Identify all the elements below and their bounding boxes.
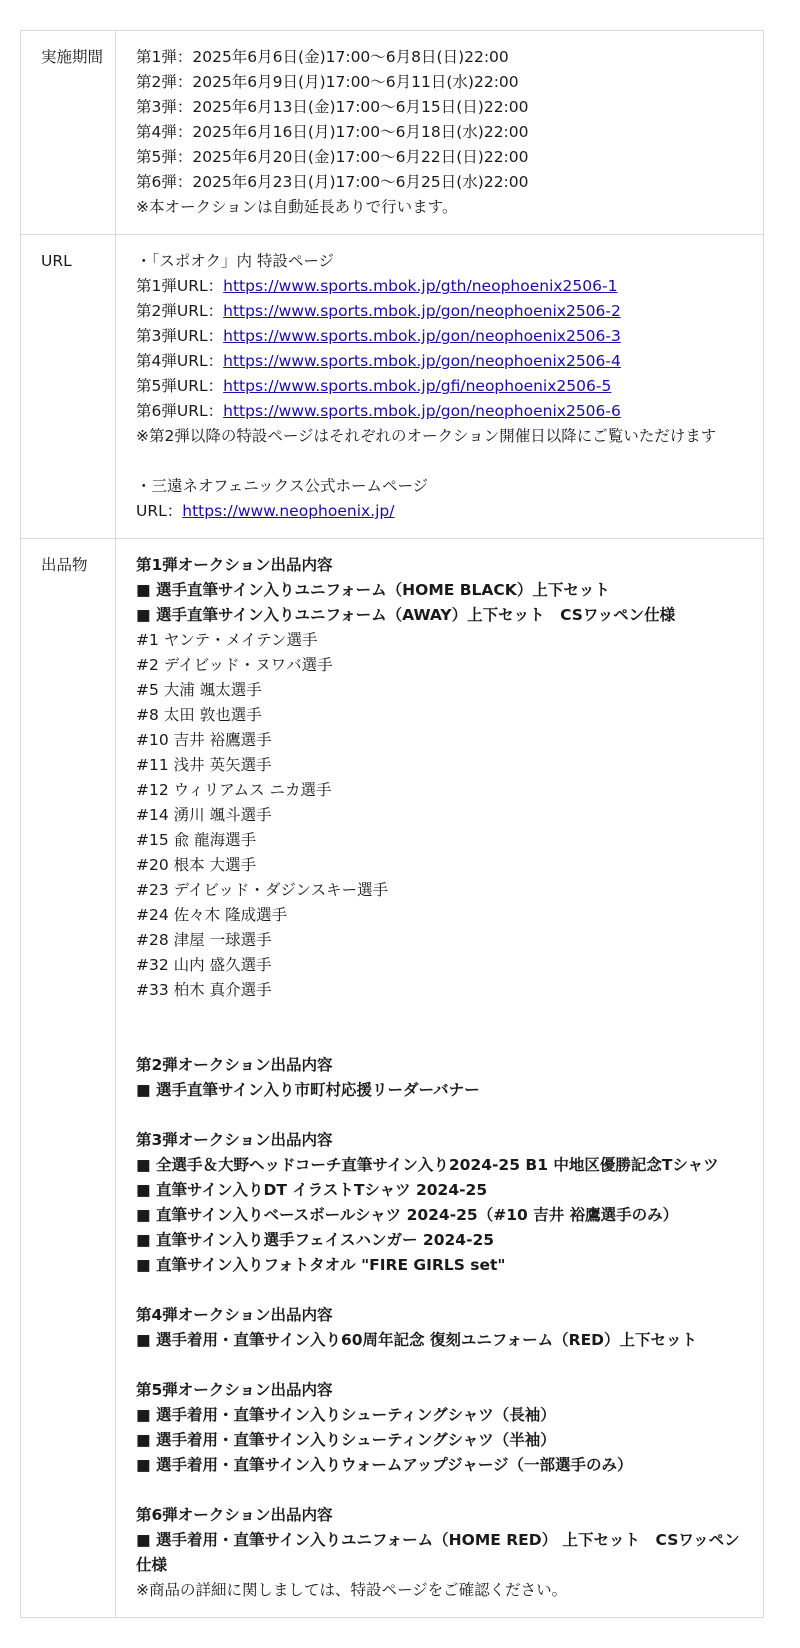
round1-item: ■ 選手直筆サイン入りユニフォーム（HOME BLACK）上下セット (136, 581, 610, 599)
url-label: URL (21, 235, 116, 539)
url-line-4 (136, 349, 755, 374)
info-table (20, 30, 764, 1618)
period-label: 実施期間 (21, 31, 116, 235)
url-prefix: 第3弾URL： (136, 327, 224, 345)
player-entry: #12 ウィリアムス ニカ選手 (136, 781, 332, 799)
player-entry: #14 湧川 颯斗選手 (136, 806, 272, 824)
official-url-line (136, 499, 755, 524)
spacer (136, 449, 755, 474)
items-content (116, 539, 764, 1618)
player-entry: #8 太田 敦也選手 (136, 706, 262, 724)
player-entry: #11 浅井 英矢選手 (136, 756, 272, 774)
period-line: 第1弾：2025年6月6日(金)17:00～6月8日(日)22:00 (136, 48, 509, 66)
player-entry: #33 柏木 真介選手 (136, 981, 272, 999)
round3-item: ■ 直筆サイン入り選手フェイスハンガー 2024-25 (136, 1231, 495, 1249)
round4-item: ■ 選手着用・直筆サイン入り60周年記念 復刻ユニフォーム（RED）上下セット (136, 1331, 698, 1349)
round1-heading: 第1弾オークション出品内容 (136, 556, 333, 574)
period-line: 第3弾：2025年6月13日(金)17:00～6月15日(日)22:00 (136, 98, 529, 116)
round5-item: ■ 選手着用・直筆サイン入りシューティングシャツ（長袖） (136, 1406, 556, 1424)
special-page-intro: ・「スポオク」内 特設ページ (136, 252, 335, 270)
round3-item: ■ 直筆サイン入りDT イラストTシャツ 2024-25 (136, 1181, 488, 1199)
spacer (136, 1103, 755, 1128)
auction-link-4[interactable]: https://www.sports.mbok.jp/gon/neophoenix2506-4 (223, 352, 621, 370)
period-row (21, 31, 764, 235)
player-entry: #32 山内 盛久選手 (136, 956, 272, 974)
round1-item: ■ 選手直筆サイン入りユニフォーム（AWAY）上下セット CSワッペン仕様 (136, 606, 676, 624)
items-label: 出品物 (21, 539, 116, 1618)
url-content (116, 235, 764, 539)
url-note: ※第2弾以降の特設ページはそれぞれのオークション開催日以降にご覧いただけます (136, 427, 717, 445)
url-prefix: 第5弾URL： (136, 377, 224, 395)
period-note: ※本オークションは自動延長ありで行います。 (136, 198, 458, 216)
url-row (21, 235, 764, 539)
url-line-1 (136, 274, 755, 299)
url-line-2 (136, 299, 755, 324)
url-prefix: 第1弾URL： (136, 277, 224, 295)
player-entry: #1 ヤンテ・メイテン選手 (136, 631, 318, 649)
url-line-6 (136, 399, 755, 424)
period-content (116, 31, 764, 235)
spacer (136, 1353, 755, 1378)
player-entry: #10 吉井 裕鷹選手 (136, 731, 272, 749)
round5-item: ■ 選手着用・直筆サイン入りウォームアップジャージ（一部選手のみ） (136, 1456, 633, 1474)
auction-link-6[interactable]: https://www.sports.mbok.jp/gon/neophoenix2506-6 (223, 402, 621, 420)
round3-item: ■ 全選手＆大野ヘッドコーチ直筆サイン入り2024-25 B1 中地区優勝記念Tシャツ (136, 1156, 719, 1174)
period-line: 第2弾：2025年6月9日(月)17:00～6月11日(水)22:00 (136, 73, 519, 91)
period-line: 第4弾：2025年6月16日(月)17:00～6月18日(水)22:00 (136, 123, 529, 141)
round3-item: ■ 直筆サイン入りフォトタオル "FIRE GIRLS set" (136, 1256, 506, 1274)
period-line: 第5弾：2025年6月20日(金)17:00～6月22日(日)22:00 (136, 148, 529, 166)
official-site-intro: ・三遠ネオフェニックス公式ホームページ (136, 477, 429, 495)
items-row (21, 539, 764, 1618)
auction-info (20, 30, 764, 1618)
player-entry: #15 兪 龍海選手 (136, 831, 257, 849)
spacer (136, 1478, 755, 1503)
round5-heading: 第5弾オークション出品内容 (136, 1381, 333, 1399)
items-note: ※商品の詳細に関しましては、特設ページをご確認ください。 (136, 1581, 568, 1599)
auction-link-3[interactable]: https://www.sports.mbok.jp/gon/neophoenix2506-3 (223, 327, 621, 345)
url-prefix: 第4弾URL： (136, 352, 224, 370)
player-entry: #20 根本 大選手 (136, 856, 257, 874)
spacer (136, 1278, 755, 1303)
player-entry: #28 津屋 一球選手 (136, 931, 272, 949)
player-entry: #24 佐々木 隆成選手 (136, 906, 288, 924)
url-line-3 (136, 324, 755, 349)
round3-item: ■ 直筆サイン入りベースボールシャツ 2024-25（#10 吉井 裕鷹選手のみ） (136, 1206, 679, 1224)
round5-item: ■ 選手着用・直筆サイン入りシューティングシャツ（半袖） (136, 1431, 556, 1449)
player-entry: #23 デイビッド・ダジンスキー選手 (136, 881, 389, 899)
auction-link-1[interactable]: https://www.sports.mbok.jp/gth/neophoenix2506-1 (223, 277, 618, 295)
auction-link-2[interactable]: https://www.sports.mbok.jp/gon/neophoenix2506-2 (223, 302, 621, 320)
url-line-5 (136, 374, 755, 399)
player-entry: #5 大浦 颯太選手 (136, 681, 262, 699)
auction-link-5[interactable]: https://www.sports.mbok.jp/gfi/neophoenix2506-5 (223, 377, 612, 395)
round2-item: ■ 選手直筆サイン入り市町村応援リーダーバナー (136, 1081, 480, 1099)
period-line: 第6弾：2025年6月23日(月)17:00～6月25日(水)22:00 (136, 173, 529, 191)
round4-heading: 第4弾オークション出品内容 (136, 1306, 333, 1324)
url-prefix: 第6弾URL： (136, 402, 224, 420)
spacer (136, 1003, 755, 1053)
round3-heading: 第3弾オークション出品内容 (136, 1131, 333, 1149)
url-prefix: URL： (136, 502, 183, 520)
round6-heading: 第6弾オークション出品内容 (136, 1506, 333, 1524)
official-site-link[interactable]: https://www.neophoenix.jp/ (182, 502, 395, 520)
round6-item: ■ 選手着用・直筆サイン入りユニフォーム（HOME RED） 上下セット CSワッペン仕様 (136, 1531, 740, 1574)
url-prefix: 第2弾URL： (136, 302, 224, 320)
round2-heading: 第2弾オークション出品内容 (136, 1056, 333, 1074)
player-entry: #2 デイビッド・ヌワバ選手 (136, 656, 333, 674)
